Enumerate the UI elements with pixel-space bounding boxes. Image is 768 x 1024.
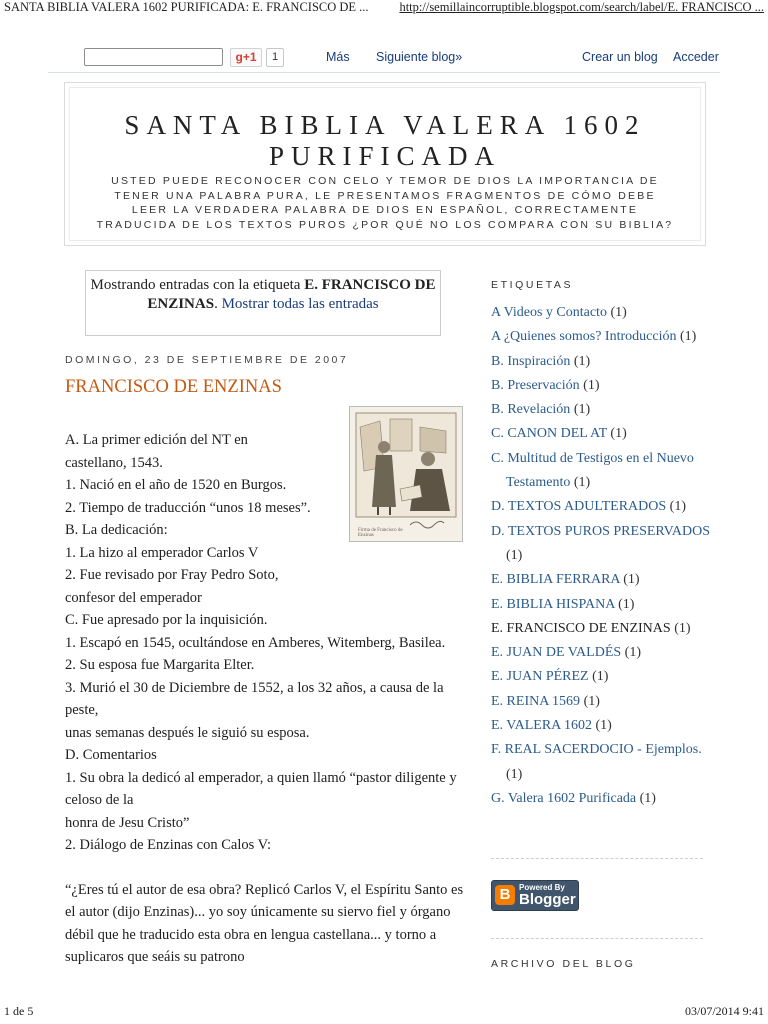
blogger-navbar (0, 44, 768, 72)
blog-header-frame (69, 87, 701, 241)
label-count: (1) (592, 669, 609, 685)
label-count: (1) (506, 766, 523, 782)
google-plus-count: 1 (266, 48, 284, 67)
label-count: (1) (595, 718, 612, 734)
post-paragraph: 2. Tiempo de traducción “unos 18 meses”. (65, 499, 311, 516)
print-page-number: 1 de 5 (4, 1004, 34, 1018)
post-paragraph: unas semanas después le siguió su esposa. (65, 724, 310, 741)
navbar-search-input[interactable] (84, 48, 223, 66)
label-item (491, 374, 711, 398)
blogger-logo-icon: B (495, 885, 515, 905)
badge-powered-by: Powered By (519, 883, 565, 892)
google-plus-one-button[interactable]: g+1 (230, 48, 262, 67)
show-all-posts-link[interactable]: Mostrar todas las entradas (221, 296, 379, 312)
label-item (491, 301, 711, 325)
label-item (491, 350, 711, 374)
next-blog-link[interactable]: Siguiente blog» (376, 50, 463, 64)
label-link[interactable]: F. REAL SACERDOCIO - Ejemplos. (491, 742, 702, 758)
print-footer (4, 1004, 764, 1020)
sidebar-divider (491, 858, 703, 859)
label-link[interactable]: A Videos y Contacto (491, 305, 607, 320)
label-item (491, 787, 711, 811)
post-paragraph: 2. Diálogo de Enzinas con Calos V: (65, 837, 272, 853)
label-link[interactable]: E. BIBLIA FERRARA (491, 572, 620, 588)
label-count: (1) (679, 329, 697, 345)
print-page-url[interactable]: http://semillaincorruptible.blogspot.com/search/label/E. FRANCISCO ... (399, 0, 764, 14)
label-count: (1) (624, 645, 641, 661)
post-paragraph: confesor del emperador (65, 589, 202, 606)
label-link[interactable]: E. REINA 1569 (491, 693, 581, 709)
blog-header (64, 82, 706, 246)
navbar-divider (48, 72, 720, 73)
label-item (491, 398, 711, 422)
label-count: (1) (618, 596, 635, 612)
powered-by-blogger-badge[interactable] (491, 880, 579, 911)
label-item (491, 520, 711, 569)
post-paragraph: C. Fue apresado por la inquisición. (65, 612, 268, 628)
post-body (65, 429, 465, 969)
label-count: (1) (573, 475, 591, 491)
label-item (491, 738, 711, 787)
blog-description: USTED PUEDE RECONOCER CON CELO Y TEMOR DE DIOS LA IMPORTANCIA DE TENER UNA PALABRA PURA, LE PRESENTAMOS FRAGMENTOS DE CÓMO DEBE LEER LA VERDADERA PALABRA DE DIOS EN ESPAÑOL, CORRECTAMENTE TRADUCIDA DE LOS TEXTOS PUROS ¿POR QUÉ NO LOS COMPARA CON SU BIBLIA? (96, 175, 674, 231)
label-item (491, 690, 711, 714)
status-label: E. FRANCISCO DE ENZINAS (147, 277, 436, 312)
blog-title-line2: PURIFICADA (268, 141, 502, 171)
label-item (491, 641, 711, 665)
sidebar-divider (491, 938, 703, 939)
post-paragraph: 1. Nació en el año de 1520 en Burgos. (65, 477, 287, 493)
label-item (491, 714, 711, 738)
post-paragraph: 1. Su obra la dedicó al emperador, a quien llamó “pastor diligente y celoso de la (65, 769, 457, 808)
post-image-caption: Firma de Francisco de Enzinas (358, 528, 403, 538)
post-paragraph: 1. La hizo al emperador Carlos V (65, 544, 259, 561)
label-link[interactable]: A ¿Quienes somos? Introducción (491, 329, 677, 345)
label-link[interactable]: B. Revelación (491, 402, 571, 418)
paragraph-gap (65, 857, 465, 879)
post-paragraph: D. Comentarios (65, 747, 157, 763)
sign-in-link[interactable]: Acceder (673, 50, 719, 64)
create-blog-link[interactable]: Crear un blog (582, 50, 658, 64)
label-item (491, 495, 711, 519)
print-header (4, 0, 764, 18)
post-date: DOMINGO, 23 DE SEPTIEMBRE DE 2007 (65, 354, 349, 366)
badge-blogger: Blogger (519, 891, 576, 908)
label-item (491, 422, 711, 446)
label-item (491, 665, 711, 689)
label-link[interactable]: G. Valera 1602 Purificada (491, 790, 637, 806)
more-link[interactable]: Más (326, 50, 350, 64)
label-link[interactable]: D. TEXTOS ADULTERADOS (491, 499, 667, 515)
blog-title[interactable] (70, 110, 700, 172)
label-item (491, 568, 711, 592)
status-prefix: Mostrando entradas con la etiqueta (90, 277, 301, 293)
label-count: (1) (583, 377, 600, 393)
post-paragraph: A. La primer edición del NT en (65, 432, 248, 448)
post-paragraph: “¿Eres tú el autor de esa obra? Replicó Carlos V, el Espíritu Santo es el autor (dijo Enzinas)... yo soy únicamente su siervo fiel y órgano débil que he traducido esta obra en lengua castellana... y torno a suplicaros que seáis su patrono (65, 881, 464, 965)
label-item (491, 325, 711, 349)
label-count: (1) (610, 426, 627, 442)
post-paragraph: honra de Jesu Cristo” (65, 814, 190, 831)
print-datetime: 03/07/2014 9:41 (684, 1004, 764, 1018)
label-link[interactable]: E. VALERA 1602 (491, 718, 592, 734)
label-link[interactable]: B. Preservación (491, 377, 580, 393)
label-link[interactable]: C. CANON DEL AT (491, 426, 607, 442)
label-status-message: Mostrando entradas con la etiqueta E. FRANCISCO DE ENZINAS. Mostrar todas las entradas (85, 270, 441, 336)
label-item (491, 447, 711, 496)
label-count: (1) (573, 402, 591, 418)
post-paragraph: 3. Murió el 30 de Diciembre de 1552, a los 32 años, a causa de la peste, (65, 679, 444, 718)
post-paragraph: 2. Fue revisado por Fray Pedro Soto, (65, 567, 279, 583)
post-paragraph: 2. Su esposa fue Margarita Elter. (65, 657, 255, 673)
post-paragraph: B. La dedicación: (65, 522, 168, 538)
label-current: E. FRANCISCO DE ENZINAS (491, 620, 671, 636)
label-link[interactable]: C. Multitud de Testigos en el Nuevo Testamento (491, 450, 694, 491)
post-paragraph: 1. Escapó en 1545, ocultándose en Amberes, Witemberg, Basilea. (65, 634, 446, 651)
label-link[interactable]: D. TEXTOS PUROS PRESERVADOS (491, 523, 711, 539)
post-paragraph: castellano, 1543. (65, 454, 163, 471)
label-link[interactable]: E. JUAN DE VALDÉS (491, 645, 622, 661)
label-count: (1) (573, 353, 591, 369)
label-count: (1) (610, 305, 627, 320)
label-count: (1) (623, 572, 640, 588)
label-link[interactable]: E. JUAN PÉREZ (491, 669, 589, 685)
label-count: (1) (506, 547, 523, 563)
labels-heading: ETIQUETAS (491, 279, 574, 291)
label-count: (1) (583, 693, 600, 709)
post-title[interactable]: FRANCISCO DE ENZINAS (65, 377, 282, 397)
label-count: (1) (639, 790, 656, 806)
labels-list (491, 301, 711, 811)
label-link[interactable]: E. BIBLIA HISPANA (491, 596, 615, 612)
blog-title-line1: SANTA BIBLIA VALERA 1602 (124, 110, 646, 140)
label-item (491, 593, 711, 617)
label-link[interactable]: B. Inspiración (491, 353, 571, 369)
label-count: (1) (674, 620, 691, 636)
label-count: (1) (669, 499, 686, 515)
label-item-current (491, 617, 711, 641)
archive-heading: ARCHIVO DEL BLOG (491, 958, 636, 970)
print-page-title: SANTA BIBLIA VALERA 1602 PURIFICADA: E. FRANCISCO DE ... (4, 0, 369, 14)
